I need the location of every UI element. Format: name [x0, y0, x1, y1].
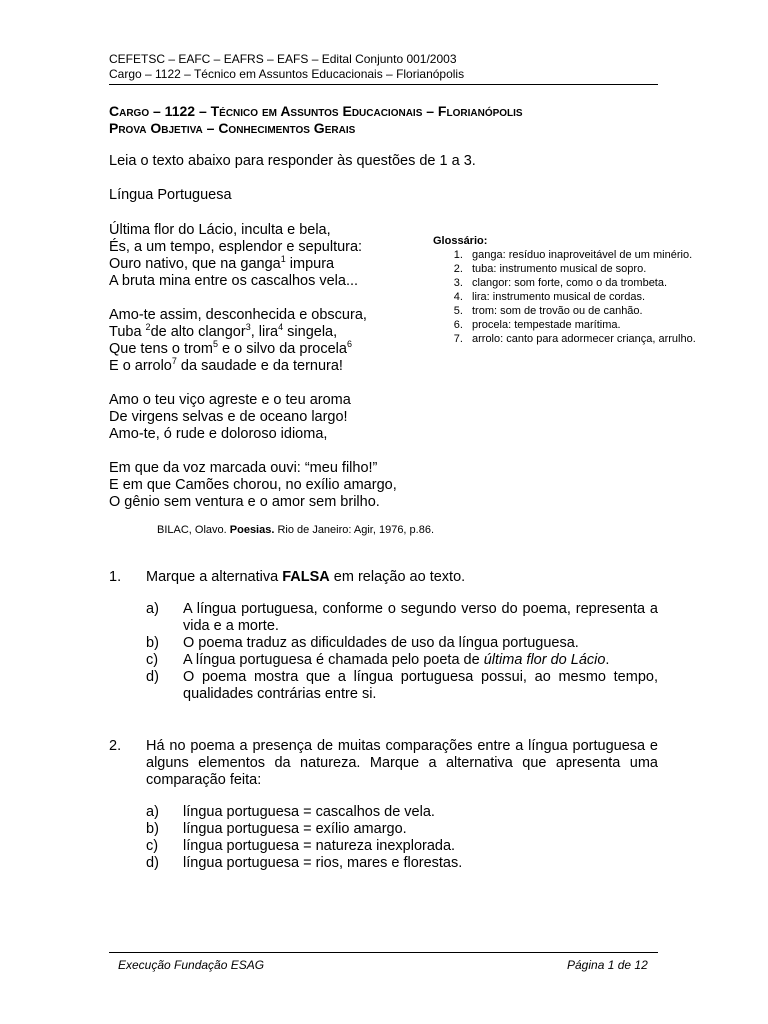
poem-text: E o arrolo	[109, 358, 172, 374]
header-divider	[109, 84, 658, 85]
citation	[157, 523, 434, 537]
answer-option-d[interactable]	[146, 669, 658, 703]
header-line-2: Cargo – 1122 – Técnico em Assuntos Educacionais – Florianópolis	[109, 67, 465, 81]
option-text-tail: .	[605, 652, 610, 668]
poem-title: Língua Portuguesa	[109, 187, 232, 203]
option-letter: c)	[146, 838, 159, 854]
option-text: língua portuguesa = cascalhos de vela.	[183, 804, 435, 820]
answer-option-c[interactable]	[146, 652, 658, 669]
poem-text: singela,	[283, 324, 338, 340]
answer-options	[146, 601, 658, 703]
glossary-item: 7. arrolo: canto para adormecer criança, arrulho.	[466, 332, 696, 346]
glossary-item: 5. trom: som de trovão ou de canhão.	[466, 304, 696, 318]
option-text: língua portuguesa = rios, mares e florestas.	[183, 855, 463, 871]
citation-publisher: Rio de Janeiro: Agir, 1976, p.86.	[274, 524, 435, 536]
option-letter: d)	[146, 669, 159, 685]
option-letter: d)	[146, 855, 159, 871]
exam-subtitle: Prova Objetiva – Conhecimentos Gerais	[109, 120, 356, 136]
poem-text: e o silvo da procela	[217, 341, 347, 357]
poem-stanza-2	[109, 307, 429, 375]
poem-text: impura	[285, 256, 335, 272]
option-text-italic: última flor do Lácio	[483, 652, 606, 668]
answer-option-a[interactable]	[146, 804, 658, 821]
poem-line: És, a um tempo, esplendor e sepultura:	[109, 239, 363, 255]
poem-line: Amo o teu viço agreste e o teu aroma	[109, 392, 351, 408]
glossary-item: 3. clangor: som forte, como o da trombeta.	[466, 276, 696, 290]
poem-text: de alto clangor	[150, 324, 246, 340]
question-text: Há no poema a presença de muitas comparações entre a língua portuguesa e alguns elementos da natureza. Marque a alternativa que apresenta uma comparação feita:	[146, 738, 658, 788]
footnote-marker: 5	[212, 339, 218, 350]
poem-line	[109, 256, 429, 273]
question-1	[109, 569, 658, 703]
page-number: Página 1 de 12	[567, 958, 648, 972]
poem-text: , lira	[250, 324, 279, 340]
footer-divider	[109, 952, 658, 953]
poem	[109, 222, 429, 528]
option-letter: b)	[146, 821, 159, 837]
header-line-1: CEFETSC – EAFC – EAFRS – EAFS – Edital Conjunto 001/2003	[109, 52, 457, 66]
question-emphasis: FALSA	[282, 569, 330, 585]
option-text: A língua portuguesa, conforme o segundo verso do poema, representa a vida e a morte.	[183, 601, 658, 634]
question-number: 2.	[109, 738, 122, 754]
option-text: língua portuguesa = exílio amargo.	[183, 821, 407, 837]
poem-stanza-1	[109, 222, 429, 290]
answer-option-c[interactable]	[146, 838, 658, 855]
poem-line: De virgens selvas e de oceano largo!	[109, 409, 348, 425]
glossary-item: 4. lira: instrumento musical de cordas.	[466, 290, 696, 304]
footnote-marker: 7	[171, 356, 177, 367]
poem-stanza-3	[109, 392, 429, 443]
question-number: 1.	[109, 569, 122, 585]
poem-text: da saudade e da ternura!	[176, 358, 343, 374]
answer-option-d[interactable]	[146, 855, 658, 872]
footnote-marker: 4	[278, 322, 284, 333]
intro-text: Leia o texto abaixo para responder às questões de 1 a 3.	[109, 153, 476, 169]
answer-option-b[interactable]	[146, 821, 658, 838]
poem-line: E em que Camões chorou, no exílio amargo,	[109, 477, 397, 493]
question-text-part: em relação ao texto.	[329, 569, 466, 585]
citation-work: Poesias.	[229, 524, 275, 536]
poem-text: Ouro nativo, que na ganga	[109, 256, 281, 272]
option-text: A língua portuguesa é chamada pelo poeta de	[183, 652, 484, 668]
poem-line: A bruta mina entre os cascalhos vela...	[109, 273, 359, 289]
poem-line	[109, 341, 429, 358]
option-text: O poema mostra que a língua portuguesa possui, ao mesmo tempo, qualidades contrárias entre si.	[183, 669, 658, 702]
poem-text: Tuba	[109, 324, 146, 340]
question-2	[109, 738, 658, 872]
option-letter: a)	[146, 804, 159, 820]
option-letter: b)	[146, 635, 159, 651]
glossary	[433, 234, 696, 346]
question-text	[146, 569, 658, 586]
glossary-heading: Glossário:	[433, 235, 488, 247]
poem-line	[109, 324, 429, 341]
glossary-item: 1. ganga: resíduo inaproveitável de um minério.	[466, 248, 696, 262]
poem-stanza-4	[109, 460, 429, 511]
option-letter: a)	[146, 601, 159, 617]
footnote-marker: 1	[280, 254, 286, 265]
option-text: O poema traduz as dificuldades de uso da língua portuguesa.	[183, 635, 579, 651]
citation-author: BILAC, Olavo.	[157, 524, 230, 536]
poem-text: Que tens o trom	[109, 341, 213, 357]
exam-title: Cargo – 1122 – Técnico em Assuntos Educacionais – Florianópolis	[109, 103, 523, 119]
glossary-item: 6. procela: tempestade marítima.	[466, 318, 696, 332]
footnote-marker: 3	[245, 322, 251, 333]
footnote-marker: 6	[346, 339, 352, 350]
poem-line: Em que da voz marcada ouvi: “meu filho!”	[109, 460, 378, 476]
answer-option-a[interactable]	[146, 601, 658, 635]
poem-line: Amo-te assim, desconhecida e obscura,	[109, 307, 367, 323]
glossary-item: 2. tuba: instrumento musical de sopro.	[466, 262, 696, 276]
glossary-list	[433, 248, 696, 346]
poem-line: Amo-te, ó rude e doloroso idioma,	[109, 426, 328, 442]
poem-line: Última flor do Lácio, inculta e bela,	[109, 222, 331, 238]
answer-options	[146, 804, 658, 872]
question-text-part: Marque a alternativa	[146, 569, 283, 585]
footer-organization: Execução Fundação ESAG	[118, 958, 265, 972]
option-letter: c)	[146, 652, 159, 668]
footnote-marker: 2	[145, 322, 151, 333]
poem-line	[109, 358, 429, 375]
poem-line: O gênio sem ventura e o amor sem brilho.	[109, 494, 380, 510]
answer-option-b[interactable]	[146, 635, 658, 652]
option-text: língua portuguesa = natureza inexplorada.	[183, 838, 456, 854]
